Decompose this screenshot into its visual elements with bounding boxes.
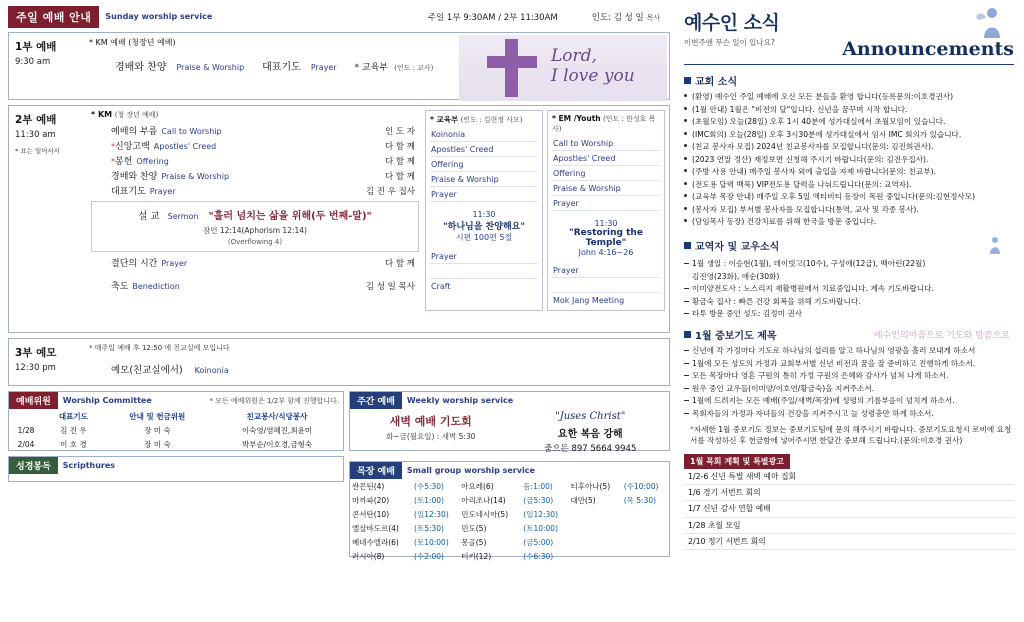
edu-item: Offering <box>430 157 538 172</box>
table-row: 콘서탄(10) (일12:30) 민도네시아(5) (일12:30) <box>352 509 559 519</box>
weekly-title-kr: 주간 예배 <box>350 392 402 409</box>
list-item: 원우 중인 교우들(이미양/이호연/황금숙)을 지켜주소서. <box>684 383 1014 394</box>
church-news-list <box>684 91 1014 227</box>
service-1-time: 9:30 am <box>15 57 51 67</box>
list-item: 신년에 각 가정마다 기도로 하나님의 섭리를 알고 하나님의 영광을 흘러 보내게 하소서 <box>684 345 1014 356</box>
sermon-label-kr: 설 교 <box>138 211 160 222</box>
service-1-note: * KM 예배 (청장년 예배) <box>89 38 176 47</box>
committee-table <box>9 409 343 451</box>
list-item: 1/7 신년 감사 연합 예배 <box>684 501 1014 517</box>
list-item: (1월 안내) 1월은 "비전의 달"입니다. 신년을 꿈꾸며 시작 합니다. <box>684 104 1014 115</box>
weekly-card-john-series: 요한 복음 강해 <box>557 429 623 440</box>
small-group-section <box>349 461 670 561</box>
weekly-title-en: Weekly worship service <box>406 396 514 405</box>
edu-item-blank <box>430 264 538 279</box>
service-2-time: 11:30 am <box>15 130 56 140</box>
em-item: Offering <box>552 166 660 181</box>
service-1-edu-note: (인도 : 교사) <box>394 64 434 72</box>
service-2-section <box>8 105 670 333</box>
service-1-section <box>8 32 670 100</box>
em-heading: * EM /Youth (인도 : 한성호 목사) <box>552 114 656 133</box>
edu-item: Apostles' Creed <box>430 142 538 157</box>
worship-header-meta <box>428 6 670 23</box>
pastoral-news-list <box>684 258 1014 319</box>
em-sermon-title: "Restoring the Temple" <box>569 228 643 248</box>
worship-header-subtitle: Sunday worship service <box>105 12 213 21</box>
em-item: Prayer <box>552 196 660 211</box>
pastoral-news-heading-text: 교역자 및 교우소식 <box>695 241 780 253</box>
km-order-row: * 봉헌 Offering 다 함 께 <box>111 157 415 167</box>
edu-sermon-time: 11:30 <box>472 210 496 219</box>
sermon-box <box>91 201 419 252</box>
church-news-heading <box>684 73 1014 88</box>
km-order-row: 예배의 부름 Call to Worship 인 도 자 <box>111 127 415 137</box>
em-item: Prayer <box>552 263 660 278</box>
service-3-note: * 매주일 예배 후 12:50 에 친교실에 모입니다 <box>89 344 230 352</box>
monthly-plan-section <box>684 454 1014 551</box>
weekly-card-john-title: "Juses Christ" <box>555 411 626 422</box>
scripture-section <box>8 456 344 482</box>
weekly-card-john-zoom: 줌으든 897 5664 9945 <box>544 444 637 454</box>
km-order-row: 결단의 시간 Prayer 다 함 께 <box>111 259 415 269</box>
weekly-card-dawn-sub: 화~금(월요일) : 새벽 5:30 <box>386 432 476 441</box>
list-item: (초월모임) 오늘(28일) 오후 1시 40분에 성가대실에서 초월모임이 있습니다. <box>684 116 1014 127</box>
weekly-card-dawn <box>350 409 512 454</box>
list-item: (친교 봉사자 모집) 2024년 친교봉사자를 모집합니다(문의: 김진희권사). <box>684 141 1014 152</box>
em-item: Mok Jang Meeting <box>553 295 625 305</box>
smallgroup-title-kr: 목장 예배 <box>350 462 402 479</box>
angel-small-icon <box>982 235 1008 255</box>
table-row: 베네수엘라(6) (토10:00) 몽골(5) (금5:00) <box>352 537 554 547</box>
table-row: 엘살바도르(4) (토5:30) 민도(5) (토10:00) <box>352 523 559 533</box>
list-item: 모든 목장마다 영혼 구원의 통히 가정 구원의 은혜와 감사가 넘쳐 나게 하소서. <box>684 370 1014 381</box>
list-item: (IMC회의) 오늘(28일) 오후 3시30분에 성가대실에서 임시 IMC 회의가 있습니다. <box>684 129 1014 140</box>
table-row: 러시아(8) (수2:00) 터키(12) (수6:30) <box>352 551 554 561</box>
edu-item: Prayer <box>430 249 538 264</box>
list-item: 1월 생일 : 이승현(1월), 데이빗고(10수), 구성애(12급), 백아린(22월) <box>684 258 1014 269</box>
prayer-heading-text: 1월 중보기도 제목 <box>695 331 777 342</box>
committee-col-2: 안내 및 헌금위원 <box>129 411 186 421</box>
service-1-item2-en: Prayer <box>310 63 337 72</box>
weekly-worship-section <box>349 391 670 454</box>
service-3-name: 3부 예모 <box>15 347 57 359</box>
service-2-name: 2부 예배 <box>15 114 57 126</box>
weekly-card-john <box>512 409 670 454</box>
table-row: 2/04 이 호 경 장 미 숙 박부순/이호경,금형숙 <box>17 439 313 449</box>
announcements-panel <box>675 0 1024 622</box>
em-item: Call to Worship <box>552 136 660 151</box>
list-item: 1월에 드려지는 모든 예배(주일/새벽/목장)에 성령의 기름부음이 넘치게 하소서. <box>684 395 1014 406</box>
prayer-footer: *자세한 1월 중보기도 정보는 중보기도팀에 문의 해주시기 바랍니다. 중보기도요청시 로비에 요청서를 작성하신 후 헌금함에 넣어주시면 한달간 중보해 드립니다.(문의:이호경 권사) <box>690 424 1012 445</box>
service-3-body <box>87 339 669 382</box>
em-sermon <box>552 219 660 257</box>
divider <box>684 64 1014 65</box>
table-row: 마까파(20) (토1:00) 아리조나(14) (금5:30) 대만(5) (목 5:30) <box>352 495 657 505</box>
edu-item: Praise & Worship <box>430 172 538 187</box>
service-2-note: * 표는 일어서서 <box>15 147 61 155</box>
edu-item: Koinonia <box>430 127 538 142</box>
service-3-section <box>8 338 670 386</box>
km-order-row: 경배와 찬양 Praise & Worship 다 함 께 <box>111 172 415 182</box>
km-heading-note: (청 장년 예배) <box>114 111 159 119</box>
table-row: 1/28 김 진 우 장 미 숙 이숙영/염혜진,최윤미 <box>17 425 313 435</box>
prayer-list <box>684 345 1014 446</box>
cross-text-line1: Lord, <box>551 46 597 66</box>
announcements-header <box>684 8 1014 60</box>
smallgroup-title-en: Small group worship service <box>406 466 535 475</box>
list-item: (교육부 목장 안내) 매주일 오후 5일 액티비티 동장이 목원 중입니다(문의:김현정사모) <box>684 191 1014 202</box>
weekly-card-dawn-title: 새벽 예배 기도회 <box>389 415 472 428</box>
service-1-label <box>9 33 87 79</box>
edu-sermon-verse: 시편 100편 5절 <box>455 233 513 242</box>
pastoral-news-heading <box>684 235 1014 255</box>
edu-item: Craft <box>431 281 451 291</box>
list-item: (환영) 예수인 주일 예배에 오신 모든 분들을 환영 합니다(등록문의:이호경권사) <box>684 91 1014 102</box>
em-sermon-time: 11:30 <box>594 219 618 228</box>
service-1-edu: * 교육부 <box>354 63 389 73</box>
sermon-subtitle: (Overflowing 4) <box>227 238 283 246</box>
list-item: (담임목사 동장) 건강치료를 위해 한국을 방문 중입니다. <box>684 216 1014 227</box>
prayer-watermark: 예수인의마음으로 기도와 말씀으로 <box>873 331 1010 341</box>
service-1-name: 1부 예배 <box>15 41 57 53</box>
committee-title-kr: 예배위원 <box>9 392 58 409</box>
scripture-title-en: Scripthures <box>62 461 116 470</box>
service-1-item1-en: Praise & Worship <box>176 63 245 72</box>
list-item: 1월에 모든 성도의 가정과 교회부서별 신년 비전과 꿈을 잘 준비하고 진행하게 하소서. <box>684 358 1014 369</box>
edu-item: Prayer <box>430 187 538 202</box>
list-item: 황금숙 집사 : 빠른 건강 회복을 위해 기도바랍니다. <box>684 296 1014 307</box>
list-item: 2/10 정기 서번트 회의 <box>684 534 1014 550</box>
em-item: Praise & Worship <box>552 181 660 196</box>
edu-sermon <box>430 210 538 243</box>
scripture-title-kr: 성경봉독 <box>9 457 58 474</box>
committee-note: * 모든 예배위원은 1/2부 함께 진행합니다. <box>209 396 339 405</box>
worship-committee-section <box>8 391 344 451</box>
worship-leader-role: 목사 <box>646 14 660 22</box>
km-order-row: 축도 Benediction 김 성 일 목사 <box>111 282 415 292</box>
square-bullet-icon <box>684 77 691 84</box>
service-1-item1-kr: 경배와 찬양 <box>115 62 167 73</box>
km-order-row: 대표기도 Prayer 김 진 우 집사 <box>111 187 415 197</box>
small-group-table <box>350 479 669 563</box>
worship-header-title: 주일 예배 안내 <box>8 6 99 28</box>
announcements-title-en: Announcements <box>842 38 1014 60</box>
list-item: 타투 방문 중인 성도: 김정미 권사 <box>684 308 1014 319</box>
announcements-subtitle-kr: 이번주엔 무슨 일이 있나요? <box>684 38 775 47</box>
edu-heading: * 교육부 (인도 : 김현정 사모) <box>430 115 523 124</box>
list-item: (2023 연말 정산) 재정보면 신청해 주시기 바랍니다(문의: 김진우집사). <box>684 154 1014 165</box>
service-1-body <box>87 33 669 79</box>
list-item: (주방 사용 안내) 매주일 봉사자 외에 출입을 자제 바랍니다(문의: 친교부). <box>684 166 1014 177</box>
church-news-heading-text: 교회 소식 <box>695 77 738 88</box>
em-order-column <box>547 110 665 311</box>
sermon-title: "흘러 넘치는 삶을 위해(두 번째-말)" <box>208 211 372 222</box>
cross-text-line2: I love you <box>551 65 635 86</box>
list-item: 1/28 초월 모임 <box>684 518 1014 534</box>
km-heading: * KM (청 장년 예배) <box>91 110 159 119</box>
committee-header-row <box>9 409 343 423</box>
km-order-row: * 신앙고백 Apostles' Creed 다 함 께 <box>111 142 415 152</box>
service-1-item2-kr: 대표기도 <box>262 62 301 73</box>
edu-order-column <box>425 110 543 311</box>
list-item: 김진영(23화), 애순(30화) <box>692 271 780 281</box>
service-2-label <box>9 106 87 332</box>
service-2-body <box>87 106 669 332</box>
square-bullet-icon <box>684 242 691 249</box>
worship-leader: 인도: 김 성 일 목사 <box>591 13 660 23</box>
table-row: 싼꼰틴(4) (수5:30) 아요레(6) 듬:1:00) 티후아나(5) (수10:00) <box>352 481 659 491</box>
sermon-verse: 잠언 12:14(Aphorism 12:14) <box>203 226 307 235</box>
square-bullet-icon <box>684 331 691 338</box>
service-3-label <box>9 339 87 382</box>
list-item: (봉사자 모집) 부서별 봉사자를 모집합니다(통역, 교사 및 각종 봉사). <box>684 204 1014 215</box>
announcements-title-kr: 예수인 소식 <box>684 12 780 34</box>
committee-col-1: 대표기도 <box>58 411 88 421</box>
angel-icon <box>970 4 1014 40</box>
edu-sermon-title: "하나님을 찬양해요" <box>442 222 526 232</box>
sermon-label-en: Sermon <box>167 212 199 221</box>
committee-col-3: 친교봉사/식당봉사 <box>246 411 308 421</box>
committee-title-en: Worship Committee <box>62 396 152 405</box>
list-item: 1/2-6 신년 특별 새벽 예마 집회 <box>684 469 1014 485</box>
service-3-item-en: Koinonia <box>194 366 229 375</box>
prayer-heading <box>684 327 1014 342</box>
service-3-item-kr: 예모(친교실에서) <box>111 365 183 376</box>
list-item: 목회자들의 가정과 자녀들의 건강을 지켜주시고 늘 성령충만 하게 하소서. <box>684 408 1014 419</box>
em-item: Apostles' Creed <box>552 151 660 166</box>
em-item-blank <box>552 278 660 293</box>
list-item: 1/6 경기 서번트 회의 <box>684 485 1014 501</box>
em-sermon-verse: John 4:16~26 <box>578 248 634 257</box>
committee-col-0 <box>9 409 43 423</box>
worship-times: 주일 1부 9:30AM / 2부 11:30AM <box>427 13 558 23</box>
worship-header <box>8 6 670 32</box>
km-order-column <box>89 110 421 311</box>
monthly-plan-title: 1월 목회 계획 및 특별광고 <box>684 454 790 469</box>
list-item: 이미양전도사 : 노스리지 재활병원에서 치료중입니다. 계속 기도바랍니다. <box>684 283 1014 294</box>
service-3-time: 12:30 pm <box>15 363 56 373</box>
list-item: (전도용 달력 백묵) VIP전도용 달력을 나눠드립니다(문의: 교역자). <box>684 179 1014 190</box>
